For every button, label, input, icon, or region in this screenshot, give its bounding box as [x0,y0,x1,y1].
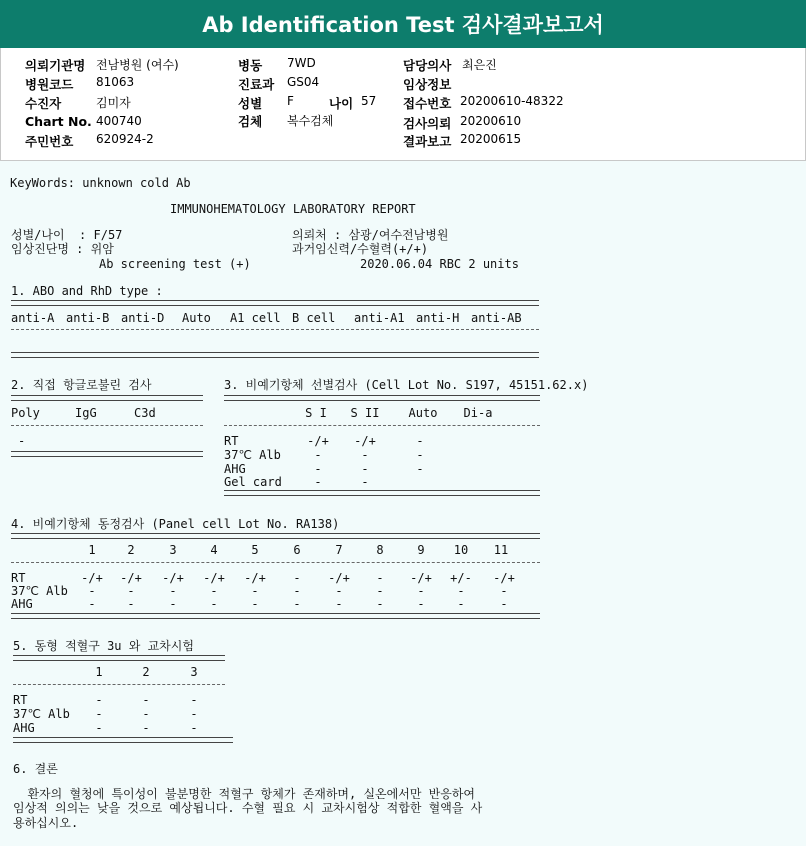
panel-cell: -/+ [162,571,184,585]
panel-header: 11 [493,543,509,557]
panel-cell: - [376,571,384,585]
crossmatch-cell: - [95,707,103,721]
age-value: 57 [361,94,377,108]
age-label: 나이 [329,96,354,111]
dat-header-0: Poly [11,406,40,420]
panel-cell: - [210,597,218,611]
panel-cell: - [293,584,301,598]
panel-header: 6 [293,543,301,557]
conclusion-line-1: 환자의 혈청에 특이성이 불분명한 적혈구 항체가 존재하며, 실온에서만 반응하여 [13,787,476,801]
panel-header: 4 [210,543,218,557]
panel-cell: -/+ [410,571,432,585]
panel-header: 1 [88,543,96,557]
report-title: Ab Identification Test 검사결과보고서 [0,0,806,49]
crossmatch-row-label: 37℃ Alb [13,707,70,721]
specimen-label: 검체 [238,114,263,129]
transfusion-line: 2020.06.04 RBC 2 units [360,257,519,271]
crossmatch-cell: - [142,721,150,735]
patient-header [0,48,806,161]
screen-cell: - [361,448,369,462]
abo-header-2: anti-D [121,311,165,325]
conclusion-line-2: 임상적 의의는 낮을 것으로 예상됩니다. 수혈 필요 시 교차시험상 적합한 혈액을 사 [13,801,483,815]
screen-header-0: S I [305,406,327,420]
accession-label: 접수번호 [403,96,452,111]
dat-value: - [18,434,26,448]
screen-row-label: Gel card [224,475,282,489]
section3-title: 3. 비예기항체 선별검사 (Cell Lot No. S197, 45151.62.x) [224,378,589,392]
request-label: 검사의뢰 [403,116,452,131]
panel-cell: -/+ [328,571,350,585]
abo-header-4: A1 cell [230,311,281,325]
panel-cell: - [169,597,177,611]
crossmatch-cell: - [142,693,150,707]
screen-row-label: AHG [224,462,246,476]
resident-no-value: 620924-2 [96,132,154,146]
abo-header-3: Auto [182,311,211,325]
section6-title: 6. 결론 [13,762,58,776]
divider [11,425,203,426]
crossmatch-cell: - [190,707,198,721]
report-heading: IMMUNOHEMATOLOGY LABORATORY REPORT [170,202,416,216]
screen-cell: - [416,448,424,462]
panel-header: 9 [417,543,425,557]
panel-cell: -/+ [120,571,142,585]
panel-header: 7 [335,543,343,557]
doctor-value: 최은진 [462,58,497,72]
panel-cell: -/+ [203,571,225,585]
history-line: 과거임신력/수혈력(+/+) [292,242,429,256]
panel-header: 8 [376,543,384,557]
clinical-label: 임상정보 [403,77,452,92]
panel-cell: -/+ [81,571,103,585]
panel-cell: - [88,597,96,611]
crossmatch-row-label: AHG [13,721,35,735]
panel-cell: - [293,571,301,585]
divider [11,533,540,539]
divider [13,737,233,743]
panel-cell: - [251,597,259,611]
crossmatch-header: 2 [142,665,150,679]
keywords: KeyWords: unknown cold Ab [10,176,191,190]
accession-value: 20200610-48322 [460,94,564,108]
screen-row-label: 37℃ Alb [224,448,281,462]
abo-header-5: B cell [292,311,336,325]
panel-cell: -/+ [244,571,266,585]
panel-header: 2 [127,543,135,557]
screen-header-3: Di-a [463,406,493,420]
sex-value: F [287,94,294,108]
sex-age-line: 성별/나이 : F/57 [11,228,123,242]
abo-header-0: anti-A [11,311,55,325]
panel-cell: - [251,584,259,598]
screen-cell: -/+ [307,434,329,448]
chart-no-label: Chart No. [25,114,92,129]
panel-header: 10 [453,543,469,557]
specimen-value: 복수검체 [287,114,334,128]
panel-header: 5 [251,543,259,557]
panel-cell: - [88,584,96,598]
chart-no-value: 400740 [96,114,142,128]
ward-value: 7WD [287,56,316,70]
crossmatch-cell: - [95,721,103,735]
section5-title: 5. 동형 적혈구 3u 와 교차시험 [13,639,194,653]
dat-header-1: IgG [75,406,97,420]
lab-report-body [0,162,806,846]
crossmatch-cell: - [95,693,103,707]
doctor-label: 담당의사 [403,58,452,73]
ward-label: 병동 [238,58,263,73]
panel-cell: - [293,597,301,611]
screen-cell: - [314,462,322,476]
crossmatch-row-label: RT [13,693,28,707]
abo-header-6: anti-A1 [354,311,405,325]
divider [11,300,539,306]
section2-title: 2. 직접 항글로불린 검사 [11,378,152,392]
crossmatch-header: 1 [95,665,103,679]
panel-row-label: AHG [11,597,33,611]
divider [11,395,203,401]
receiver-label: 수진자 [25,96,62,111]
sex-label: 성별 [238,96,263,111]
panel-cell: - [335,597,343,611]
screen-header-1: S II [350,406,380,420]
requester-line: 의뢰처 : 삼광/여수전남병원 [292,228,449,242]
panel-cell: -/+ [493,571,515,585]
panel-row-label: 37℃ Alb [11,584,68,598]
crossmatch-cell: - [190,721,198,735]
panel-cell: - [457,584,465,598]
divider [11,613,540,619]
panel-header: 3 [169,543,177,557]
panel-cell: - [376,597,384,611]
divider [13,684,225,685]
divider [224,490,540,496]
requester-label: 의뢰기관명 [25,58,86,73]
section4-title: 4. 비예기항체 동정검사 (Panel cell Lot No. RA138) [11,517,340,531]
report-date-label: 결과보고 [403,134,452,149]
panel-cell: +/- [450,571,472,585]
screen-cell: - [416,434,424,448]
screening-line: Ab screening test (+) [99,257,251,271]
request-value: 20200610 [460,114,522,128]
report-date-value: 20200615 [460,132,522,146]
hospital-code-label: 병원코드 [25,77,74,92]
screen-cell: - [361,475,369,489]
panel-cell: - [127,597,135,611]
crossmatch-cell: - [142,707,150,721]
screen-cell: - [416,462,424,476]
divider [224,395,540,401]
divider [11,329,539,330]
resident-no-label: 주민번호 [25,134,74,149]
dat-header-2: C3d [134,406,156,420]
screen-cell: - [314,448,322,462]
abo-header-7: anti-H [416,311,460,325]
divider [11,352,539,358]
panel-cell: - [376,584,384,598]
screen-cell: -/+ [354,434,376,448]
hospital-code-value: 81063 [96,75,135,89]
dept-value: GS04 [287,75,320,89]
divider [224,425,540,426]
panel-cell: - [500,597,508,611]
requester-value: 전남병원 (여수) [96,58,179,72]
panel-cell: - [335,584,343,598]
divider [13,655,225,661]
receiver-value: 김미자 [96,96,131,110]
divider [11,451,203,457]
panel-cell: - [169,584,177,598]
crossmatch-header: 3 [190,665,198,679]
panel-cell: - [210,584,218,598]
screen-cell: - [314,475,322,489]
screen-row-label: RT [224,434,239,448]
conclusion-line-3: 용하십시오. [13,816,79,830]
section1-title: 1. ABO and RhD type : [11,284,163,298]
crossmatch-cell: - [190,693,198,707]
screen-header-2: Auto [408,406,438,420]
panel-cell: - [457,597,465,611]
abo-header-1: anti-B [66,311,110,325]
diagnosis-line: 임상진단명 : 위암 [11,242,114,256]
panel-cell: - [500,584,508,598]
divider [11,562,540,563]
panel-cell: - [417,584,425,598]
panel-cell: - [417,597,425,611]
screen-cell: - [361,462,369,476]
panel-cell: - [127,584,135,598]
abo-header-8: anti-AB [471,311,522,325]
panel-row-label: RT [11,571,26,585]
dept-label: 진료과 [238,77,275,92]
